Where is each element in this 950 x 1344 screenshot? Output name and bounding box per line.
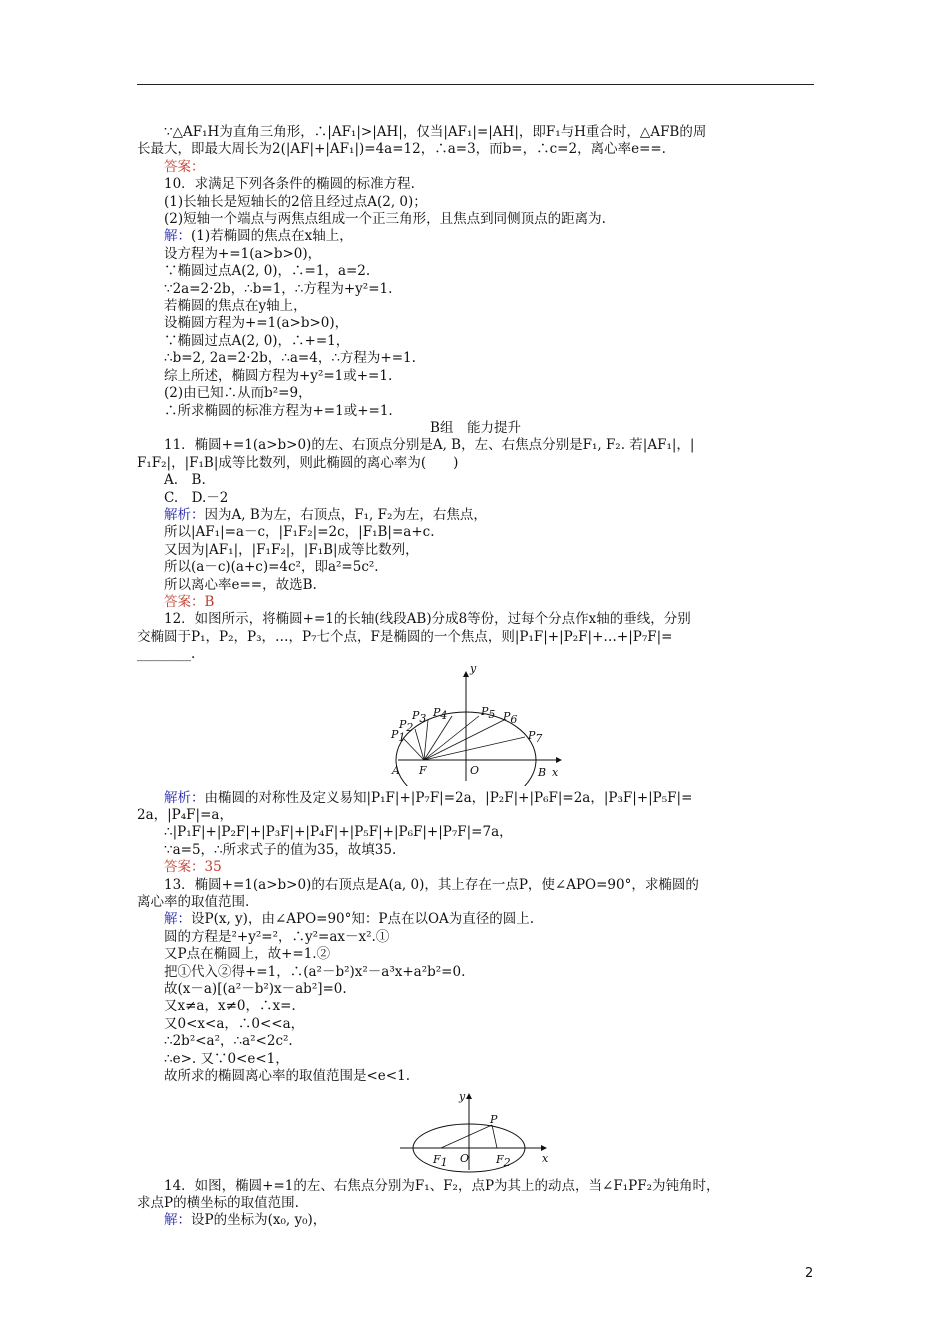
label-A: A [391,763,400,777]
text-line: C. D.－2 [164,489,229,506]
line-lead-label: 解： [164,1212,191,1229]
text-line: 12．如图所示，将椭圆+=1的长轴(线段AB)分成8等份，过每个分点作x轴的垂线，分别 [164,611,691,628]
ellipse-diagram-2 [396,1088,556,1174]
text-line [137,790,814,807]
text-line: 把①代入②得+=1，∴(a²－b²)x²－a³x+a²b²=0. [164,963,466,980]
text-line: (1)长轴长是短轴长的2倍且经过点A(2, 0)； [164,193,427,210]
text-line: 又P点在椭圆上，故+=1.② [164,946,331,963]
text-line: (2)短轴一个端点与两焦点组成一个正三角形，且焦点到同侧顶点的距离为. [164,211,606,228]
label-p4: P4 [432,705,447,722]
text-line: 10．求满足下列各条件的椭圆的标准方程. [164,176,415,193]
text-line: ∵2a=2·2b，∴b=1，∴方程为+y²=1. [164,280,393,297]
label-p6: P6 [502,709,517,726]
label-p5: P5 [480,704,495,721]
text-block-b [137,790,814,1086]
text-line [137,1212,814,1229]
text-line: 又因为|AF₁|，|F₁F₂|，|F₁B|成等比数列， [164,541,419,558]
segment-f1-p [441,1125,492,1148]
text-line: 答案：35 [164,859,222,876]
label-y: y [458,1089,465,1103]
figure-ellipse-p-f1-f2 [137,1088,814,1174]
text-line: 设方程为+=1(a>b>0)， [164,245,322,262]
text-line: 故所求的椭圆离心率的取值范围是<e<1. [164,1068,410,1085]
ellipse-diagram-1 [386,666,566,786]
label-p7: P7 [527,728,542,745]
text-line: F₁F₂|，|F₁B|成等比数列，则此椭圆的离心率为( ) [137,454,459,471]
label-p3: P3 [411,708,426,725]
label-F: F [418,763,427,777]
text-line: 所以|AF₁|=a－c，|F₁F₂|=2c，|F₁B|=a+c. [164,524,435,541]
text-line: ∴2b²<a²，∴a²<2c². [164,1033,293,1050]
line-lead-label: 解析： [164,789,205,806]
text-line: (2)由已知∴从而b²=9， [164,385,312,402]
header-rule [137,84,814,85]
text-line: ∴|P₁F|+|P₂F|+|P₃F|+|P₄F|+|P₅F|+|P₆F|+|P₇F|=7a， [164,824,513,841]
text-block-a [137,124,814,664]
text-line: 2a，|P₄F|=a， [137,807,233,823]
text-line [137,911,814,928]
text-line: B组 能力提升 [430,419,521,436]
label-y: y [469,665,476,675]
label-f2: F2 [495,1152,511,1169]
label-x: x [541,1151,548,1165]
text-line: A. B. [164,472,206,489]
label-O: O [459,1151,469,1165]
text-line: 离心率的取值范围. [137,894,250,911]
text-block-c [137,1178,814,1230]
line-rest: 设P的坐标为(x₀, y₀)， [191,1212,327,1229]
label-f1: F1 [432,1152,448,1169]
label-p1: P1 [390,727,405,744]
text-line: ∵椭圆过点A(2, 0)，∴=1，a=2. [164,263,371,280]
line-lead-label: 解析： [164,506,205,523]
figure-ellipse-p1-p7 [137,666,814,786]
label-p2: P2 [398,717,413,734]
text-line: ________. [137,646,196,663]
label-P: P [489,1112,497,1126]
text-line: 圆的方程是²+y²=²，∴y²=ax－x².① [164,928,390,945]
text-line: ∴b=2, 2a=2·2b，∴a=4，∴方程为+=1. [164,350,416,367]
text-line: 答案： [164,158,205,175]
page-number: 2 [805,1266,814,1281]
label-B: B [537,765,546,779]
text-line: ∵△AF₁H为直角三角形，∴|AF₁|>|AH|，仅当|AF₁|=|AH|，即F₁与H重合时，△AFB的周 [164,124,707,140]
text-line: ∵a=5，∴所求式子的值为35，故填35. [164,841,397,858]
text-line: ∴所求椭圆的标准方程为+=1或+=1. [164,402,393,419]
text-line [137,228,814,245]
segment-f2-p [492,1125,497,1148]
label-O: O [469,763,479,777]
document-body [137,124,814,1230]
text-line: 交椭圆于P₁，P₂，P₃，…，P₇七个点，F是椭圆的一个焦点，则|P₁F|+|P₂F|+…+|P₇F|= [137,628,673,645]
text-line: 综上所述，椭圆方程为+y²=1或+=1. [164,367,393,384]
text-line [137,507,814,524]
text-line: 答案：B [164,593,215,610]
text-line: 若椭圆的焦点在y轴上， [164,298,307,315]
label-x: x [551,765,558,779]
text-line: 所以(a－c)(a+c)=4c²，即a²=5c². [164,559,379,576]
text-line: 又x≠a，x≠0，∴x=. [164,998,296,1015]
text-line: 13．椭圆+=1(a>b>0)的右顶点是A(a, 0)，其上存在一点P，使∠APO=90°，求椭圆的 [164,876,699,893]
text-line: 长最大，即最大周长为2(|AF|+|AF₁|)=4a=12，∴a=3，而b=，∴c=2，离心率e==. [137,141,666,158]
text-line: 11．椭圆+=1(a>b>0)的左、右顶点分别是A, B，左、右焦点分别是F₁, F₂. 若|AF₁|，| [164,437,695,454]
text-line: 故(x－a)[(a²－b²)x－ab²]=0. [164,981,347,998]
line-rest: 因为A, B为左，右顶点，F₁, F₂为左，右焦点， [204,506,487,523]
text-line: ∴e>. 又∵0<e<1， [164,1050,289,1067]
text-line: 又0<x<a，∴0<<a， [164,1015,305,1032]
line-rest: 由椭圆的对称性及定义易知|P₁F|+|P₇F|=2a，|P₂F|+|P₆F|=2a，|P₃F|+|P₅F|= [204,789,693,806]
line-rest: 设P(x, y)，由∠APO=90°知：P点在以OA为直径的圆上. [191,911,535,928]
line-rest: (1)若椭圆的焦点在x轴上， [191,228,353,245]
text-line: ∵椭圆过点A(2, 0)，∴+=1， [164,332,350,349]
line-lead-label: 解： [164,911,191,928]
text-line: 所以离心率e==，故选B. [164,576,317,593]
text-line: 设椭圆方程为+=1(a>b>0)， [164,315,349,332]
text-line: 14．如图，椭圆+=1的左、右焦点分别为F₁、F₂，点P为其上的动点，当∠F₁PF₂为钝角时， [164,1177,720,1194]
line-lead-label: 解： [164,228,191,245]
text-line: 求点P的横坐标的取值范围. [137,1194,299,1211]
